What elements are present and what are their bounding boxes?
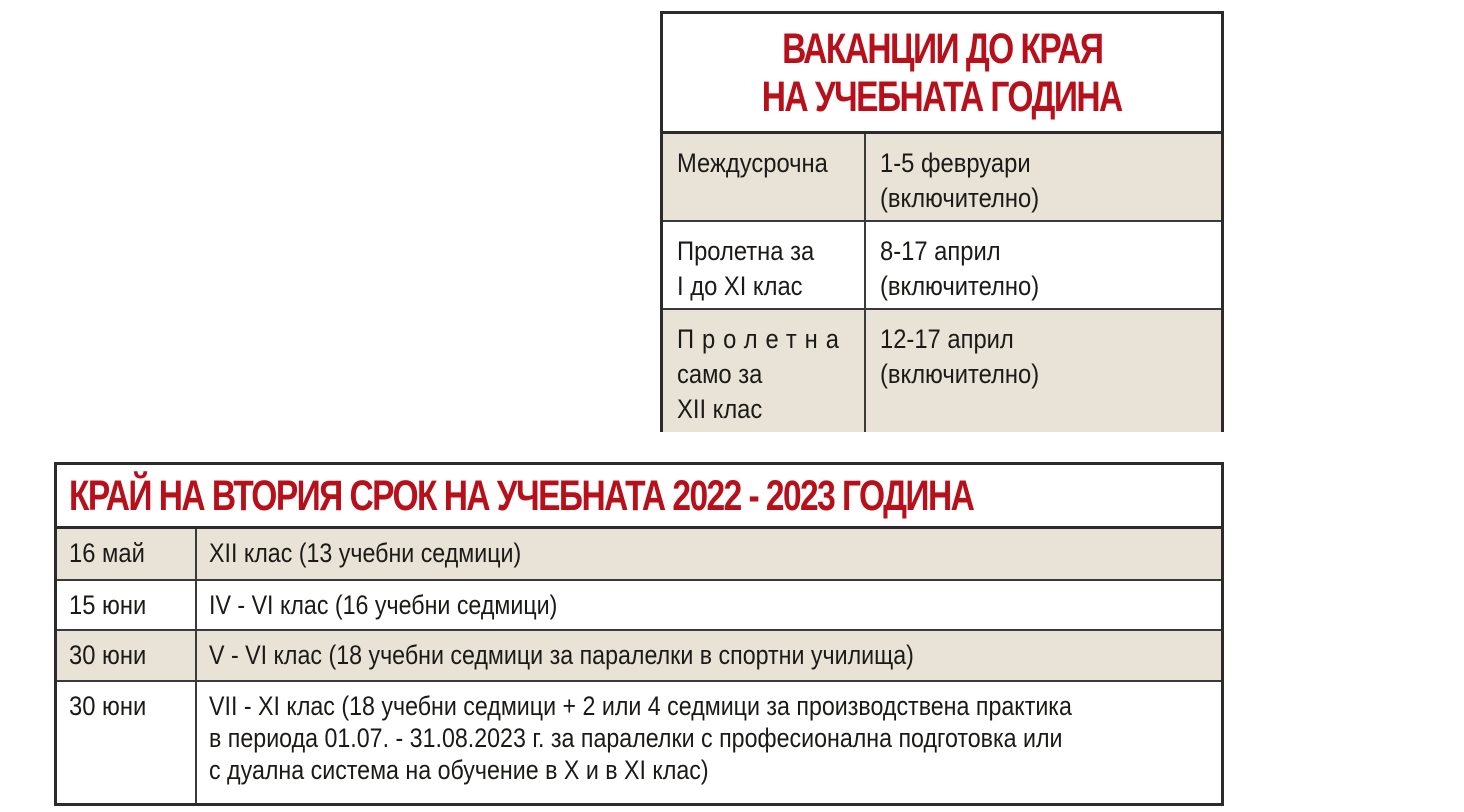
term-date: 15 юни	[69, 590, 147, 620]
vacation-name: Пролетна за	[677, 236, 815, 266]
vacation-date-note: (включително)	[880, 271, 1040, 301]
term-end-table-header	[57, 465, 1221, 529]
vacations-title-line-2: НА УЧЕБНАТА ГОДИНА	[762, 72, 1122, 121]
vacation-row	[663, 134, 1221, 220]
vacation-name: Междусрочна	[677, 148, 828, 178]
term-description-cell	[197, 682, 1221, 803]
term-date: 30 юни	[69, 640, 147, 670]
vacation-date-cell	[866, 222, 1221, 308]
vacation-date-cell	[866, 134, 1221, 220]
term-end-title: КРАЙ НА ВТОРИЯ СРОК НА УЧЕБНАТА 2022 - 2023 ГОДИНА	[69, 471, 974, 520]
term-description: IV - VI клас (16 учебни седмици)	[209, 590, 558, 620]
vacation-name-cell	[663, 134, 866, 220]
term-description: в периода 01.07. - 31.08.2023 г. за паралелки с професионална подготовка или	[209, 723, 1063, 753]
term-description: XII клас (13 учебни седмици)	[209, 538, 522, 568]
vacation-date-note: (включително)	[880, 183, 1040, 213]
term-row	[57, 629, 1221, 680]
term-date-cell	[57, 682, 197, 803]
vacation-name: Пролетна	[677, 324, 847, 354]
term-date-cell	[57, 581, 197, 629]
vacation-date: 12-17 април	[880, 324, 1014, 354]
term-row	[57, 529, 1221, 579]
vacation-date: 1-5 февруари	[880, 148, 1031, 178]
term-date: 30 юни	[69, 691, 147, 721]
vacation-name: I до XI клас	[677, 271, 803, 301]
term-description-cell	[197, 631, 1221, 680]
vacation-date-cell	[866, 310, 1221, 432]
vacation-name-cell	[663, 310, 866, 432]
vacation-name: само за	[677, 359, 763, 389]
term-date-cell	[57, 529, 197, 579]
term-end-table	[54, 462, 1224, 806]
vacations-table	[660, 11, 1224, 432]
term-description: с дуална система на обучение в X и в XI клас)	[209, 755, 709, 785]
term-description-cell	[197, 529, 1221, 579]
term-description-cell	[197, 581, 1221, 629]
term-date-cell	[57, 631, 197, 680]
vacation-name-cell	[663, 222, 866, 308]
vacations-title-line-1: ВАКАНЦИИ ДО КРАЯ	[781, 24, 1103, 73]
term-date: 16 май	[69, 538, 145, 568]
vacations-table-header	[663, 14, 1221, 134]
term-description: V - VI клас (18 учебни седмици за паралелки в спортни училища)	[209, 640, 914, 670]
vacation-date: 8-17 април	[880, 236, 1001, 266]
term-description: VII - XI клас (18 учебни седмици + 2 или 4 седмици за производствена практика	[209, 691, 1072, 721]
term-row	[57, 579, 1221, 629]
vacation-date-note: (включително)	[880, 359, 1040, 389]
vacation-row	[663, 308, 1221, 432]
vacation-row	[663, 220, 1221, 308]
vacation-name: XII клас	[677, 394, 763, 424]
term-row	[57, 680, 1221, 803]
